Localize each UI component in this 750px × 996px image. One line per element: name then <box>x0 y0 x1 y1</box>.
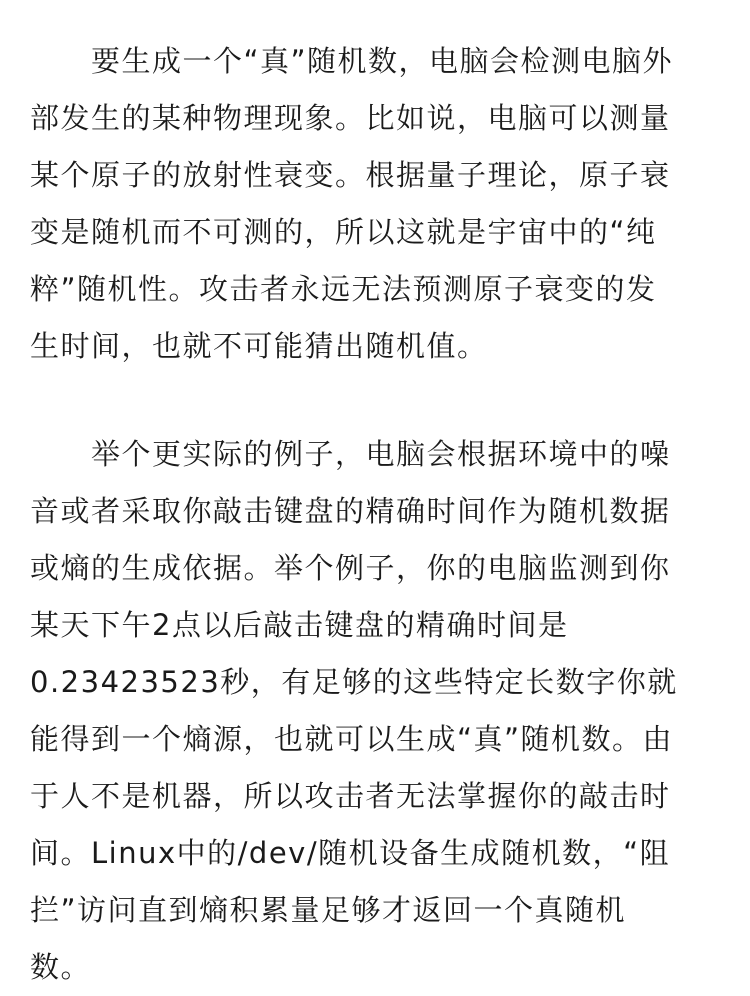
text-line: 变是随机而不可测的，所以这就是宇宙中的“纯 <box>30 215 657 249</box>
paragraph-true-random <box>30 33 720 375</box>
paragraph-spacer <box>30 375 720 426</box>
text-line: 数。 <box>30 950 92 984</box>
text-line: 0.23423523秒，有足够的这些特定长数字你就 <box>30 665 678 699</box>
text-line: 或熵的生成依据。举个例子，你的电脑监测到你 <box>30 551 671 585</box>
text-line: 拦”访问直到熵积累量足够才返回一个真随机 <box>30 893 627 927</box>
text-line: 间。Linux中的/dev/随机设备生成随机数，“阻 <box>30 836 671 870</box>
text-line: 于人不是机器，所以攻击者无法掌握你的敲击时 <box>30 779 671 813</box>
article-body <box>30 33 720 996</box>
text-line: 某天下午2点以后敲击键盘的精确时间是 <box>30 608 569 642</box>
text-line: 能得到一个熵源，也就可以生成“真”随机数。由 <box>30 722 674 756</box>
text-line: 某个原子的放射性衰变。根据量子理论，原子衰 <box>30 158 671 192</box>
text-line: 举个更实际的例子，电脑会根据环境中的噪 <box>30 437 671 471</box>
paragraph-practical-example <box>30 426 720 996</box>
text-line: 部发生的某种物理现象。比如说，电脑可以测量 <box>30 101 671 135</box>
text-line: 要生成一个“真”随机数，电脑会检测电脑外 <box>30 44 674 78</box>
text-line: 粹”随机性。攻击者永远无法预测原子衰变的发 <box>30 272 657 306</box>
text-line: 音或者采取你敲击键盘的精确时间作为随机数据 <box>30 494 671 528</box>
text-line: 生时间，也就不可能猜出随机值。 <box>30 329 488 363</box>
